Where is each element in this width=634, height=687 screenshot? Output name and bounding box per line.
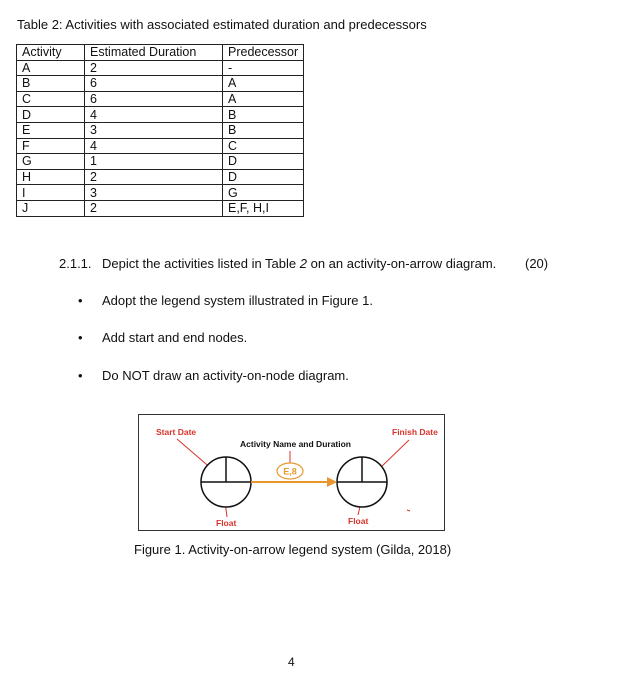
table-row <box>17 122 304 138</box>
header-predecessor: Predecessor <box>223 45 304 61</box>
bullet-text: Adopt the legend system illustrated in Figure 1. <box>102 293 373 308</box>
bullet-text: Do NOT draw an activity-on-node diagram. <box>102 368 349 383</box>
table-row <box>17 169 304 185</box>
cell-predecessor: A <box>223 76 304 92</box>
cell-predecessor: B <box>223 122 304 138</box>
cell-duration: 4 <box>85 107 223 123</box>
cell-duration: 4 <box>85 138 223 154</box>
question-text-start: Depict the activities listed in Table <box>102 256 300 271</box>
cell-duration: 3 <box>85 122 223 138</box>
cell-duration: 2 <box>85 169 223 185</box>
cell-predecessor: E,F, H,I <box>223 200 304 216</box>
cell-predecessor: - <box>223 60 304 76</box>
question-marks: (20) <box>525 256 549 271</box>
table-header-row <box>17 45 304 61</box>
cell-duration: 3 <box>85 185 223 201</box>
question-text <box>102 256 496 271</box>
table-row <box>17 107 304 123</box>
cell-duration: 2 <box>85 60 223 76</box>
cell-predecessor: G <box>223 185 304 201</box>
cell-duration: 6 <box>85 91 223 107</box>
cell-predecessor: A <box>223 91 304 107</box>
header-activity: Activity <box>17 45 85 61</box>
table-row <box>17 154 304 170</box>
start-node-icon <box>201 457 251 507</box>
start-date-label: Start Date <box>156 427 197 437</box>
cell-predecessor: D <box>223 154 304 170</box>
stray-mark <box>407 510 410 511</box>
bullet-text: Add start and end nodes. <box>102 330 248 345</box>
float-right-label: Float <box>348 516 369 526</box>
cell-duration: 1 <box>85 154 223 170</box>
end-node-icon <box>337 457 387 507</box>
table-row <box>17 76 304 92</box>
activity-label: E,8 <box>283 466 297 477</box>
cell-predecessor: D <box>223 169 304 185</box>
cell-duration: 2 <box>85 200 223 216</box>
table-row <box>17 200 304 216</box>
cell-predecessor: C <box>223 138 304 154</box>
figure-caption: Figure 1. Activity-on-arrow legend system (Gilda, 2018) <box>134 542 452 557</box>
cell-activity: E <box>17 122 85 138</box>
bullet-icon: • <box>78 368 83 383</box>
cell-activity: F <box>17 138 85 154</box>
finish-date-pointer <box>378 440 409 470</box>
cell-activity: G <box>17 154 85 170</box>
cell-activity: J <box>17 200 85 216</box>
page-number: 4 <box>288 655 295 669</box>
cell-activity: H <box>17 169 85 185</box>
table-row <box>17 138 304 154</box>
finish-date-label: Finish Date <box>392 427 438 437</box>
cell-activity: D <box>17 107 85 123</box>
question-text-end: on an activity-on-arrow diagram. <box>306 256 497 271</box>
float-left-label: Float <box>216 518 237 528</box>
bullet-icon: • <box>78 330 83 345</box>
cell-predecessor: B <box>223 107 304 123</box>
cell-activity: I <box>17 185 85 201</box>
question-table-ref: 2 <box>299 256 307 271</box>
cell-activity: A <box>17 60 85 76</box>
question-number: 2.1.1. <box>59 256 92 271</box>
cell-activity: B <box>17 76 85 92</box>
cell-duration: 6 <box>85 76 223 92</box>
legend-figure <box>138 414 445 531</box>
table-caption: Table 2: Activities with associated estimated duration and predecessors <box>17 17 427 32</box>
activities-table <box>16 44 304 217</box>
activity-name-duration-label: Activity Name and Duration <box>240 439 351 449</box>
bullet-icon: • <box>78 293 83 308</box>
table-row <box>17 60 304 76</box>
table-row <box>17 185 304 201</box>
cell-activity: C <box>17 91 85 107</box>
header-estimated-duration: Estimated Duration <box>85 45 223 61</box>
table-row <box>17 91 304 107</box>
